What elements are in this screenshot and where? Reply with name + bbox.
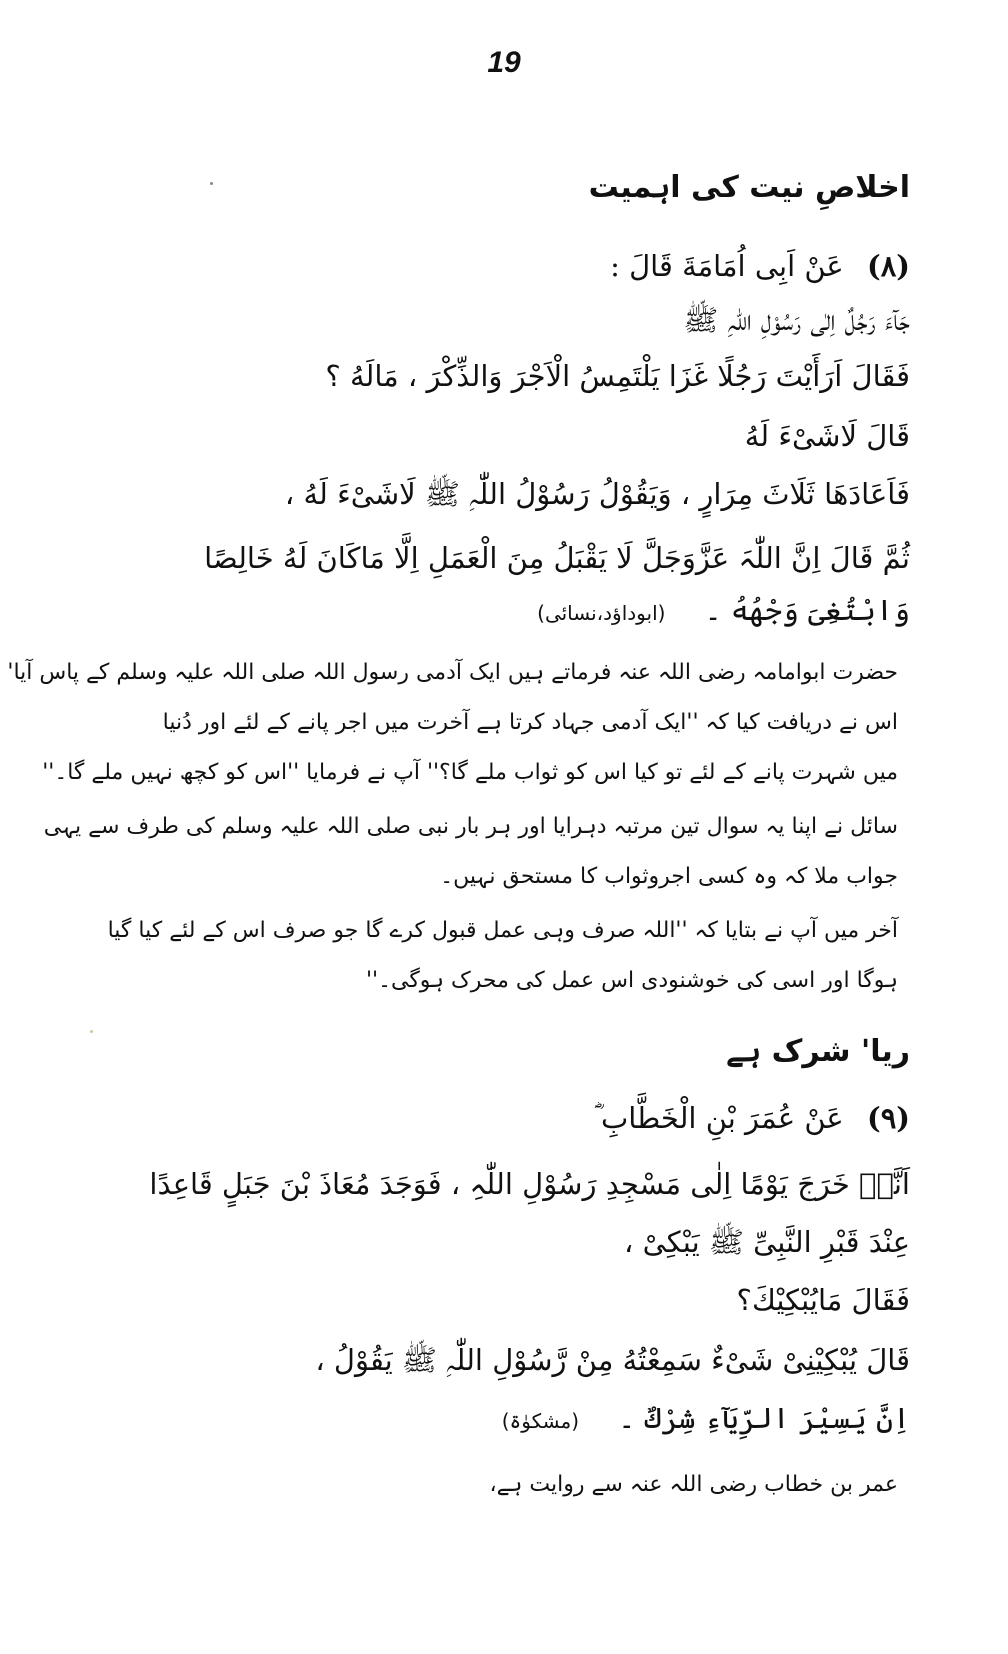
hadith-9-opening [130, 1098, 910, 1138]
arabic-line: فَقَالَ اَرَأَیْتَ رَجُلًا غَزَا یَلْتَمِسُ الْاَجْرَ وَالذِّکْرَ ، مَالَهُ ؟ [325, 359, 910, 393]
section-heading-riya: ریا' شرک ہے [726, 1034, 910, 1069]
arabic-closing-line [130, 1398, 910, 1441]
source-reference: (ابوداؤد،نسائی) [537, 601, 666, 625]
arabic-line: اَنَّہٗ خَرَجَ یَوْمًا اِلٰی مَسْجِدِ رَسُوْلِ اللّٰہِ ، فَوَجَدَ مُعَاذَ بْنَ جَبَلٍ قَاعِدًا [149, 1167, 910, 1201]
section-heading-sincerity: اخلاصِ نیت کی اہمیت [588, 170, 910, 205]
hadith-number: (۹) [866, 1101, 910, 1135]
arabic-line: عَنْ عُمَرَ بْنِ الْخَطَّابِ ؓ [593, 1101, 844, 1135]
arabic-line: جَآءَ رَجُلٌ اِلٰی رَسُوْلِ اللّٰہِ ﷺ [683, 303, 910, 337]
arabic-line: عِنْدَ قَبْرِ النَّبِیِّ ﷺ یَبْکِیْ ، [624, 1225, 910, 1259]
arabic-closing-line [130, 590, 910, 633]
arabic-line: ثُمَّ قَالَ اِنَّ اللّٰہَ عَزَّوَجَلَّ لَا یَقْبَلُ مِنَ الْعَمَلِ اِلَّا مَاکَانَ لَهُ خَالِصًا [204, 541, 910, 575]
page-number: 19 [487, 46, 521, 79]
urdu-translation-line: اس نے دریافت کیا کہ ''ایک آدمی جہاد کرتا ہے آخرت میں اجر پانے کے لئے اور دُنیا [162, 710, 898, 735]
urdu-translation-line: حضرت ابوامامہ رضی اللہ عنہ فرماتے ہیں ایک آدمی رسول اللہ صلی اللہ علیہ وسلم کے پاس آیا' [7, 660, 898, 685]
source-reference: (مشکوٰۃ) [501, 1409, 580, 1433]
urdu-translation-line: آخر میں آپ نے بتایا کہ ''اللہ صرف وہی عمل قبول کرے گا جو صرف اس کے لئے کیا گیا [107, 918, 898, 943]
urdu-translation-line: میں شہرت پانے کے لئے تو کیا اس کو ثواب ملے گا؟'' آپ نے فرمایا ''اس کو کچھ نہیں ملے گا۔'' [42, 760, 898, 785]
arabic-line: فَقَالَ مَایُبْکِیْكَ؟ [736, 1283, 910, 1317]
hadith-8-opening [130, 246, 910, 286]
urdu-translation-line: جواب ملا کہ وہ کسی اجروثواب کا مستحق نہیں۔ [440, 864, 898, 889]
urdu-translation-line: عمر بن خطاب رضی اللہ عنہ سے روایت ہے، [489, 1472, 898, 1497]
arabic-line: قَالَ یُبْکِیْنِیْ شَیْءٌ سَمِعْتُهُ مِنْ رَّسُوْلِ اللّٰہِ ﷺ یَقُوْلُ ، [315, 1343, 910, 1377]
arabic-line: اِنَّ یَسِیْرَ الرِّیَآءِ شِرْكٌ ۔ [618, 1401, 910, 1435]
arabic-line: عَنْ اَبِی اُمَامَةَ قَالَ : [610, 249, 844, 283]
arabic-line: فَاَعَادَهَا ثَلَاثَ مِرَارٍ ، وَیَقُوْلُ رَسُوْلُ اللّٰہِ ﷺ لَاشَیْءَ لَهُ ، [284, 477, 910, 511]
urdu-translation-line: ہوگا اور اسی کی خوشنودی اس عمل کی محرک ہوگی۔'' [366, 968, 898, 993]
scan-speck [90, 1030, 93, 1033]
arabic-line: قَالَ لَاشَیْءَ لَهُ [744, 419, 910, 453]
hadith-number: (۸) [866, 249, 910, 283]
arabic-line: وَابْتُغِیَ وَجْهُهُ ۔ [704, 593, 910, 627]
scan-speck [210, 182, 213, 185]
urdu-translation-line: سائل نے اپنا یہ سوال تین مرتبہ دہرایا اور ہر بار نبی صلی اللہ علیہ وسلم کی طرف سے یہی [43, 814, 898, 839]
